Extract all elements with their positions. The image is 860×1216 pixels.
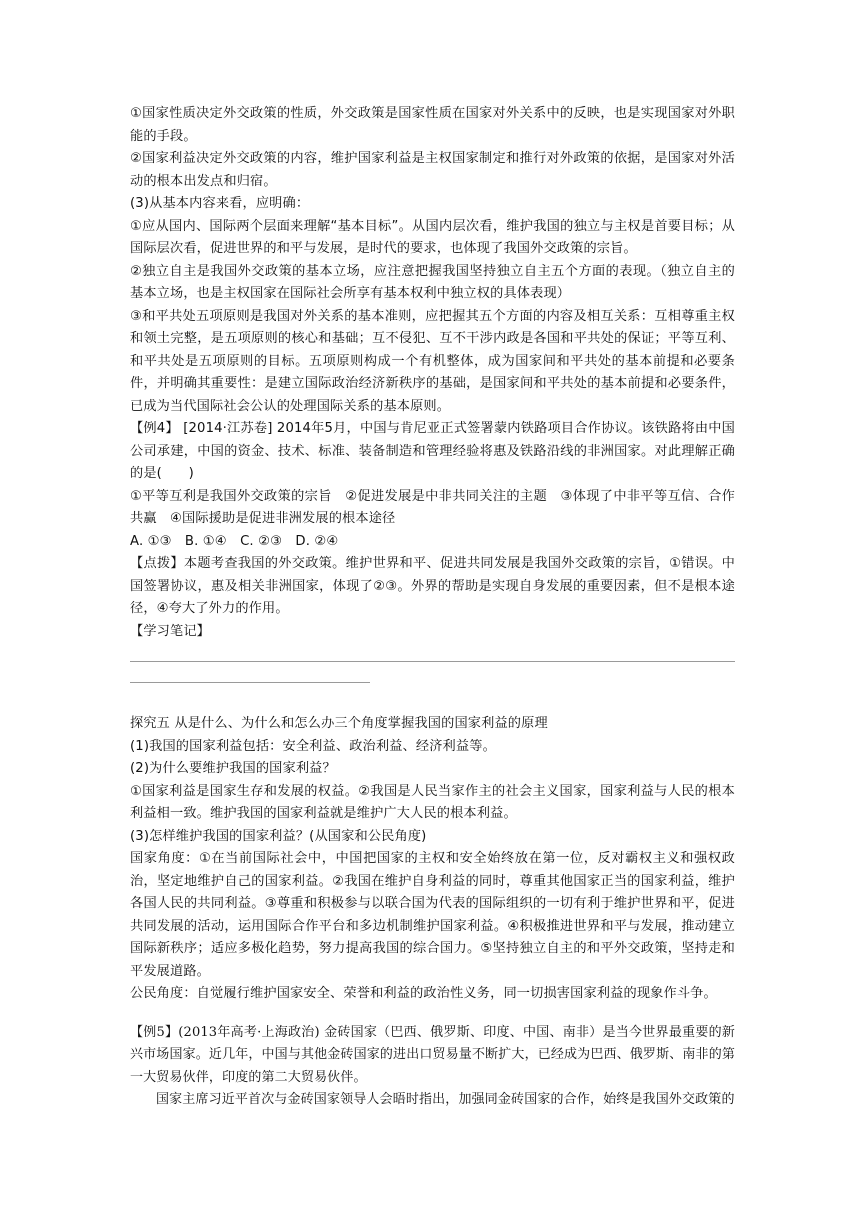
example-5-material-cont: 国家主席习近平首次与金砖国家领导人会晤时指出，加强同金砖国家的合作，始终是我国外交政策的 [156, 1092, 735, 1107]
subheading: (2)为什么要维护我国的国家利益？ [130, 761, 336, 776]
section-heading: 探究五 从是什么、为什么和怎么办三个角度掌握我国的国家利益的原理 [130, 716, 548, 731]
paragraph: ①国家利益是国家生存和发展的权益。②我国是人民当家作主的社会主义国家，国家利益与人民的根本利益相一致。维护我国的国家利益就是维护广大人民的根本利益。 [130, 783, 735, 821]
paragraph: ①国家性质决定外交政策的性质，外交政策是国家性质在国家对外关系中的反映，也是实现国家对外职能的手段。 [130, 106, 735, 144]
paragraph: ②独立自主是我国外交政策的基本立场，应注意把握我国坚持独立自主五个方面的表现。（独立自主的基本立场，也是主权国家在国际社会所享有基本权利中独立权的具体表现） [130, 263, 735, 301]
subheading: (3)从基本内容来看，应明确： [130, 196, 310, 211]
example-4-question: 【例4】 [2014·江苏卷] 2014年5月，中国与肯尼亚正式签署蒙内铁路项目合作协议。该铁路将由中国公司承建，中国的资金、技术、标准、装备制造和管理经验将惠及铁路沿线的非洲国家。对此理解正确的是( ) [130, 421, 735, 481]
paragraph: 公民角度：自觉履行维护国家安全、荣誉和利益的政治性义务，同一切损害国家利益的现象作斗争。 [130, 986, 717, 1001]
subheading: (3)怎样维护我国的国家利益？(从国家和公民角度) [130, 828, 427, 844]
study-notes-label: 【学习笔记】 [130, 623, 211, 639]
paragraph: ③和平共处五项原则是我国对外关系的基本准则，应把握其五个方面的内容及相互关系：互相尊重主权和领土完整，是五项原则的核心和基础；互不侵犯、互不干涉内政是各国和平共处的保证；平等互利、和平共处是五项原则的目标。五项原则构成一个有机整体，成为国家间和平共处的基本前提和必要条件，并明确其重要性：是建立国际政治经济新秩序的基础，是国家间和平共处的基本前提和必要条件，已成为当代国际社会公认的处理国际关系的基本原则。 [130, 308, 735, 414]
example-4-statements: ①平等互利是我国外交政策的宗旨 ②促进发展是中非共同关注的主题 ③体现了中非平等互信、合作共赢 ④国际援助是促进非洲发展的根本途径 [130, 488, 735, 526]
example-4-hint: 【点拨】本题考查我国的外交政策。维护世界和平、促进共同发展是我国外交政策的宗旨，①错误。中国签署协议，惠及相关非洲国家，体现了②③。外界的帮助是实现自身发展的重要因素，但不是根本途径，④夸大了外力的作用。 [130, 556, 735, 616]
example-4-options: A. ①③ B. ①④ C. ②③ D. ②④ [130, 533, 339, 549]
paragraph: 国家角度：①在当前国际社会中，中国把国家的主权和安全始终放在第一位，反对霸权主义和强权政治，坚定地维护自己的国家利益。②我国在维护自身利益的同时，尊重其他国家正当的国家利益，维护各国人民的共同利益。③尊重和积极参与以联合国为代表的国际组织的一切有利于维护世界和平，促进共同发展的活动，运用国际合作平台和多边机制维护国家利益。④积极推进世界和平与发展，推动建立国际新秩序；适应多极化趋势，努力提高我国的综合国力。⑤坚持独立自主的和平外交政策，坚持走和平发展道路。 [130, 851, 735, 979]
document-body [130, 103, 735, 1112]
paragraph: ①应从国内、国际两个层面来理解“基本目标”。从国内层次看，维护我国的独立与主权是首要目标；从国际层次看，促进世界的和平与发展，是时代的要求，也体现了我国外交政策的宗旨。 [130, 218, 735, 256]
paragraph: (1)我国的国家利益包括：安全利益、政治利益、经济利益等。 [130, 738, 496, 754]
example-5-material: 【例5】(2013年高考·上海政治) 金砖国家（巴西、俄罗斯、印度、中国、南非）是当今世界最重要的新兴市场国家。近几年，中国与其他金砖国家的进出口贸易量不断扩大，已经成为巴西、俄罗斯、南非的第一大贸易伙伴，印度的第二大贸易伙伴。 [130, 1024, 735, 1085]
paragraph: ②国家利益决定外交政策的内容，维护国家利益是主权国家制定和推行对外政策的依据，是国家对外活动的根本出发点和归宿。 [130, 151, 735, 189]
notes-line [130, 661, 735, 662]
